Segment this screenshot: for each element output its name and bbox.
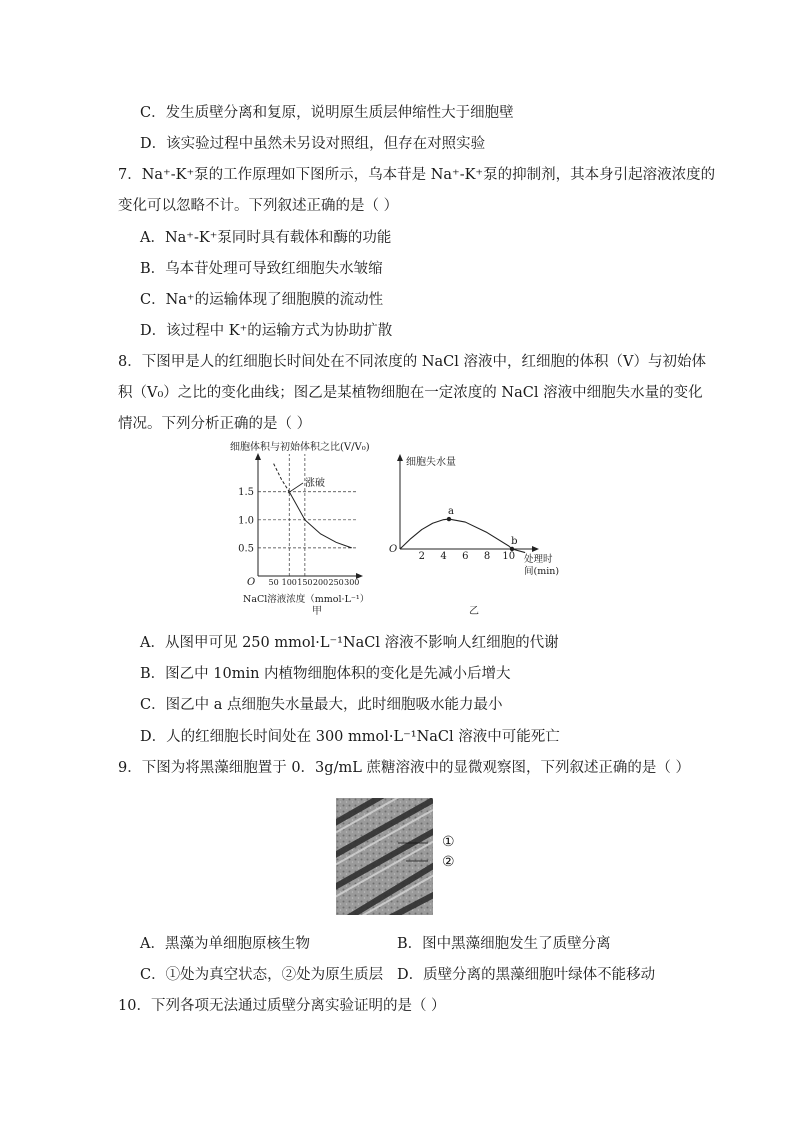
jia-series-0 — [274, 464, 290, 492]
jia-y-arrow — [255, 453, 261, 460]
q7-option-c: C．Na⁺的运输体现了细胞膜的流动性 — [140, 292, 384, 308]
q7-option-a: A．Na⁺-K⁺泵同时具有载体和酶的功能 — [140, 230, 392, 246]
q8-option-d: D．人的红细胞长时间处在 300 mmol·L⁻¹NaCl 溶液中可能死亡 — [140, 729, 560, 745]
jia-name: 甲 — [312, 606, 322, 616]
jia-ytick-2: 1.5 — [238, 487, 254, 499]
chart-jia — [225, 436, 375, 616]
jia-origin: O — [247, 577, 256, 588]
q7-option-b: B．乌本苷处理可导致红细胞失水皱缩 — [140, 261, 383, 277]
yi-point-label-a: a — [447, 506, 454, 518]
q6-option-c: C．发生质壁分离和复原，说明原生质层伸缩性大于细胞壁 — [140, 105, 514, 121]
q8-option-c: C．图乙中 a 点细胞失水量最大，此时细胞吸水能力最小 — [140, 697, 503, 713]
micrograph-label-1: ① — [442, 834, 455, 850]
yi-xtick-1: 4 — [440, 551, 447, 562]
q8-stem-line2: 积（V₀）之比的变化曲线；图乙是某植物细胞在一定浓度的 NaCl 溶液中细胞失水量的变化 — [118, 385, 703, 401]
yi-xlabel-line2: 间(min) — [524, 566, 560, 577]
q7-stem-line1: 7．Na⁺-K⁺泵的工作原理如下图所示，乌本苷是 Na⁺-K⁺泵的抑制剂，其本身引起溶液浓度的 — [118, 167, 716, 183]
jia-title: 细胞体积与初始体积之比(V/V₀) — [230, 442, 370, 453]
micrograph-image — [336, 798, 433, 915]
q7-stem-line2: 变化可以忽略不计。下列叙述正确的是（ ） — [118, 198, 399, 214]
jia-annotation: 涨破 — [305, 478, 325, 489]
yi-series-0 — [400, 519, 525, 553]
yi-point-label-b: b — [511, 536, 518, 547]
yi-origin: O — [389, 544, 398, 555]
q6-option-d: D．该实验过程中虽然未另设对照组，但存在对照实验 — [140, 136, 486, 152]
jia-xtick-1: 100 — [281, 578, 297, 587]
yi-xlabel-line1: 处理时 — [524, 554, 553, 565]
q8-stem-line1: 8．下图甲是人的红细胞长时间处在不同浓度的 NaCl 溶液中，红细胞的体积（V）与初始体 — [118, 354, 706, 370]
micrograph-label-2: ② — [442, 854, 455, 870]
yi-xtick-2: 6 — [462, 551, 469, 562]
q8-stem-line3: 情况。下列分析正确的是（ ） — [118, 416, 312, 432]
yi-point-a — [447, 517, 451, 521]
q9-stem: 9．下图为将黑藻细胞置于 0．3g/mL 蔗糖溶液中的显微观察图，下列叙述正确的是（ ） — [118, 760, 691, 776]
jia-xtick-3: 200 — [312, 578, 329, 587]
yi-x-arrow — [532, 546, 539, 552]
yi-y-arrow — [397, 454, 403, 461]
yi-point-b — [510, 547, 514, 551]
yi-xtick-4: 10 — [502, 551, 516, 562]
jia-xtick-4: 250 — [328, 578, 344, 587]
q8-option-a: A．从图甲可见 250 mmol·L⁻¹NaCl 溶液不影响人红细胞的代谢 — [140, 635, 559, 651]
yi-xtick-0: 2 — [418, 551, 425, 562]
yi-name: 乙 — [469, 606, 479, 617]
yi-ylabel: 细胞失水量 — [406, 457, 456, 468]
q9-option-b: B．图中黑藻细胞发生了质壁分离 — [397, 936, 611, 952]
chart-yi — [386, 448, 576, 620]
yi-xtick-3: 8 — [483, 551, 491, 562]
q9-option-c: C．①处为真空状态，②处为原生质层 — [140, 967, 384, 983]
q7-option-d: D．该过程中 K⁺的运输方式为协助扩散 — [140, 323, 393, 339]
jia-xtick-5: 300 — [344, 578, 360, 587]
q10-stem: 10．下列各项无法通过质壁分离实验证明的是（ ） — [118, 998, 446, 1014]
q9-option-a: A．黑藻为单细胞原核生物 — [140, 936, 310, 952]
q8-option-b: B．图乙中 10min 内植物细胞体积的变化是先减小后增大 — [140, 666, 511, 682]
jia-xtick-0: 50 — [268, 578, 279, 587]
jia-ytick-0: 0.5 — [238, 543, 254, 555]
q9-option-d: D．质壁分离的黑藻细胞叶绿体不能移动 — [397, 967, 656, 983]
jia-ytick-1: 1.0 — [238, 515, 254, 527]
jia-xtick-2: 150 — [297, 578, 313, 587]
jia-xlabel: NaCl溶液浓度（mmol·L⁻¹） — [243, 594, 370, 605]
